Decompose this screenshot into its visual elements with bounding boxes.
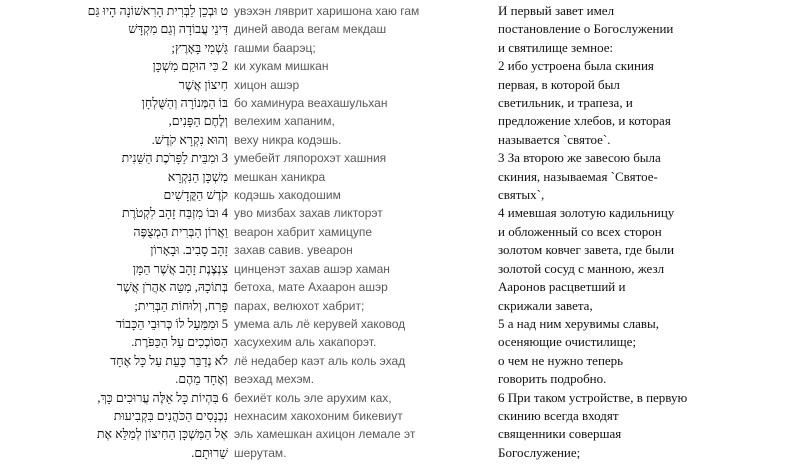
transliteration-line: ки хукам мишкан	[234, 59, 329, 74]
russian-line: о чем не нужно теперь	[498, 352, 624, 368]
russian-line: скрижали завета,	[498, 297, 593, 313]
transliteration-line: гашми баарэц;	[234, 40, 316, 55]
hebrew-line: וַאֲרוֹן הַבְּרִית הַמְצֻפֶּה	[133, 224, 228, 239]
hebrew-line: וְאֶחָד מֵהֶם.	[175, 372, 228, 387]
transliteration-line: уво мизбах захав ликторэт	[234, 206, 383, 221]
hebrew-line: 2 כִּי הוּקַם מִשְׁכָּן	[152, 59, 228, 74]
russian-line: светильник, и трапеза, и	[498, 95, 633, 111]
transliteration-line: лё недабер каэт аль коль эхад	[234, 353, 406, 368]
hebrew-line: 4 וּבוֹ מִזְבַּח זָהָב לִקְטֹרֶת	[121, 206, 228, 221]
transliteration-line: мешкан ханикра	[234, 169, 326, 184]
hebrew-line: בּוֹ הַמְּנוֹרָה וְהַשֻּׁלְחָן	[141, 96, 228, 111]
russian-line: 2 ибо устроена была скиния	[498, 58, 654, 74]
russian-line: и обложенный со всех сторон	[498, 223, 662, 239]
hebrew-line: אֶל הַמִּשְׁכָּן הַחִיצוֹן לְמַלֵּא אֶת	[96, 427, 228, 442]
transliteration-line: нехнасим хакохоним бикевиут	[234, 408, 403, 423]
russian-line: золотой сосуд с манною, жезл	[498, 260, 665, 276]
transliteration-line: парах, велюхот хабрит;	[234, 298, 365, 313]
transliteration-line: кодэшь хакодошим	[234, 188, 341, 203]
hebrew-line: זָהָב סָבִיב. וּבָאָרוֹן	[150, 243, 228, 258]
hebrew-line: נִכְנָסִים הַכֹּהֲנִים בִּקְבִיעוּת	[113, 408, 228, 423]
hebrew-line: פָּרַח, וְלוּחוֹת הַבְּרִית;	[134, 298, 228, 313]
russian-line: и святилище земное:	[498, 39, 614, 55]
transliteration-line: эль хамешкан ахицон лемале эт	[234, 427, 416, 442]
hebrew-line: מִשְׁכָּן הַנִּקְרָא	[167, 169, 228, 184]
hebrew-line: הַסּוֹכְכִים עַל הַכַּפֹּרֶת.	[131, 335, 228, 350]
russian-line: святых`,	[498, 187, 545, 203]
transliteration-line: хицон ашэр	[234, 77, 300, 92]
hebrew-line: שֵׁרוּתָם.	[191, 445, 228, 460]
hebrew-line: 6 בִּהְיוֹת כָּל אֵלֶּה עֲרוּכִים כָּךְ,	[97, 390, 228, 405]
transliteration-line: умебейт ляпорохэт хашния	[234, 151, 387, 166]
hebrew-line: גַּשְׁמִי בָּאָרֶץ;	[171, 40, 228, 55]
russian-line: предложение хлебов, и которая	[498, 113, 671, 129]
russian-line: 4 имевшая золотую кадильницу	[498, 205, 675, 221]
russian-text-column	[498, 2, 796, 462]
transliteration-text-column	[234, 2, 474, 462]
russian-line: первая, в которой был	[498, 76, 620, 92]
transliteration-line: бетоха, мате Ахаарон ашэр	[234, 280, 388, 295]
hebrew-line: חִיצוֹן אֲשֶׁר	[178, 77, 228, 92]
transliteration-line: умема аль лё керувей хаковод	[234, 316, 406, 331]
transliteration-line: шерутам.	[234, 445, 287, 460]
transliteration-line: веху никра кодэшь.	[234, 132, 342, 147]
hebrew-line: צִנְצֶנֶת זָהָב אֲשֶׁר הַמָּן	[132, 261, 228, 276]
hebrew-line: וְהוּא נִקְרָא קֹדֶשׁ.	[151, 132, 228, 147]
hebrew-text-column	[6, 2, 228, 462]
russian-line: 5 а над ним херувимы славы,	[498, 315, 659, 331]
transliteration-line: цинценэт захав ашэр хаман	[234, 261, 390, 276]
russian-line: скиния, называемая `Святое-	[498, 168, 658, 184]
russian-line: называется `святое`.	[498, 131, 611, 147]
transliteration-line: велехим хапаним,	[234, 114, 335, 129]
hebrew-line: בְּתוֹכָהּ, מַטֵּה אַהֲרֹן אֲשֶׁר	[116, 280, 228, 295]
transliteration-line: бехиёт коль эле арухим ках,	[234, 390, 392, 405]
russian-line: 6 При таком устройстве, в первую	[498, 389, 688, 405]
russian-line: Богослужение;	[498, 444, 581, 460]
russian-line: говорить подробно.	[498, 371, 607, 387]
russian-line: священники совершая	[498, 426, 622, 442]
russian-line: осеняющие очистилище;	[498, 334, 637, 350]
hebrew-line: קֹדֶשׁ הַקֳּדָשִׁים	[163, 188, 228, 203]
transliteration-line: увэхэн ляврит харишона хаю гам	[234, 4, 420, 18]
transliteration-line: веэхад мехэм.	[234, 372, 315, 387]
transliteration-line: бо хаминура веахашульхан	[234, 96, 388, 111]
transliteration-line: веарон хабрит хамицупе	[234, 224, 373, 239]
russian-line: 3 За второю же завесою была	[498, 150, 661, 166]
transliteration-line: захав савив. увеарон	[234, 243, 353, 258]
russian-line: золотом ковчег завета, где были	[498, 242, 675, 258]
hebrew-line: ט וּבְכֵן לַבְּרִית הָרִאשׁוֹנָה הָיוּ גַּם	[87, 4, 228, 18]
hebrew-line: 3 וּמִבֵּית לַפָּרֹכֶת הַשֵּׁנִית	[121, 151, 228, 166]
transliteration-line: диней авода вегам мекдаш	[234, 22, 387, 37]
hebrew-line: 5 וּמִמַּעַל לוֹ כְּרוּבֵי הַכָּבוֹד	[115, 316, 228, 331]
hebrew-line: וְלֶחֶם הַפָּנִים,	[168, 114, 228, 129]
russian-line: И первый завет имел	[498, 3, 615, 18]
russian-line: скинию всегда входят	[498, 407, 619, 423]
hebrew-line: לֹא נְדַבֵּר כָּעֵת עַל כָּל אֶחָד	[110, 353, 228, 368]
russian-line: постановление о Богослужении	[498, 21, 674, 37]
transliteration-line: хасухехим аль хакапорэт.	[234, 335, 377, 350]
russian-line: Ааронов расцветший и	[498, 279, 626, 295]
hebrew-line: דִּינֵי עֲבוֹדָה וְגַם מִקְדָּשׁ	[128, 22, 228, 37]
